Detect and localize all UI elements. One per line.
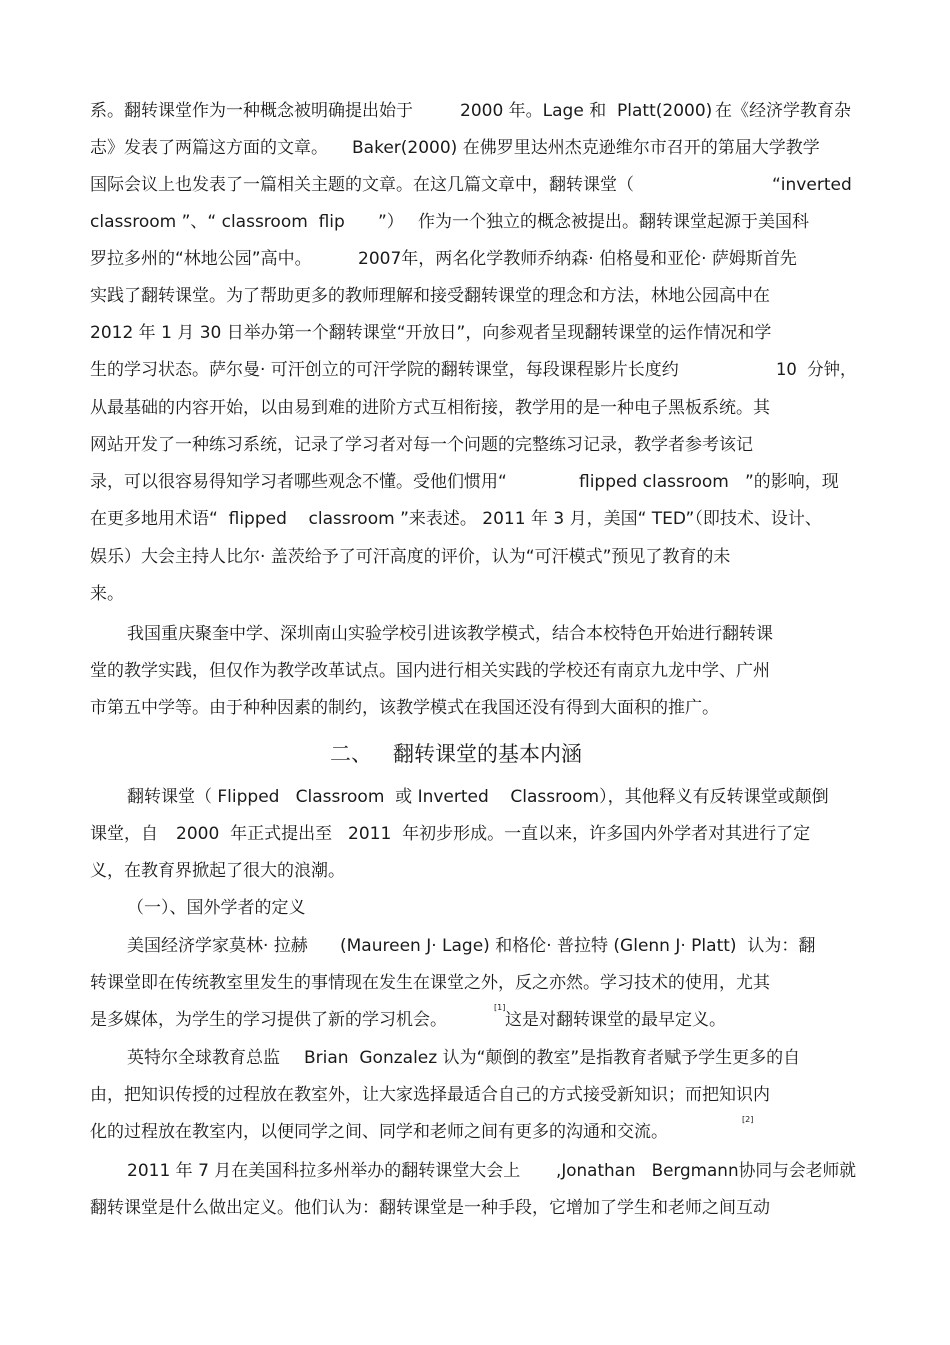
text-line: 美国经济学家莫林· 拉赫 (Maureen J· Lage) 和格伦· 普拉特 (Glenn J· Platt) 认为：翻: [127, 936, 816, 956]
text-line: 从最基础的内容开始，以由易到难的进阶方式互相衔接，教学用的是一种电子黑板系统。其: [90, 398, 770, 418]
text-line: 是多媒体，为学生的学习提供了新的学习机会。 [1] 这是对翻转课堂的最早定义。: [90, 1003, 726, 1030]
text-line: 志》发表了两篇这方面的文章。 Baker(2000) 在佛罗里达州杰克逊维尔市召开的第届大学教学: [90, 138, 820, 158]
text-line: 我国重庆聚奎中学、深圳南山实验学校引进该教学模式，结合本校特色开始进行翻转课: [127, 624, 773, 644]
section-title: 翻转课堂的基本内涵: [393, 742, 582, 766]
text-line: 2012 年 1 月 30 日举办第一个翻转课堂“开放日”，向参观者呈现翻转课堂的运作情况和学: [90, 323, 772, 343]
text-line: 堂的教学实践，但仅作为教学改革试点。国内进行相关实践的学校还有南京九龙中学、广州: [90, 661, 770, 681]
text-line: 来。: [90, 584, 124, 604]
section-number: 二、: [330, 742, 372, 766]
text-line: 罗拉多州的“林地公园”高中。 2007年，两名化学教师乔纳森· 伯格曼和亚伦· 萨姆斯首先: [90, 249, 797, 269]
text-line: 英特尔全球教育总监 Brian Gonzalez 认为“颠倒的教室”是指教育者赋予学生更多的自: [127, 1048, 801, 1068]
text-line: 系。翻转课堂作为一种概念被明确提出始于 2000 年。Lage 和 Platt(2000) 在《经济学教育杂: [90, 101, 851, 121]
text-line: 义，在教育界掀起了很大的浪潮。: [90, 861, 345, 881]
text-line: 实践了翻转课堂。为了帮助更多的教师理解和接受翻转课堂的理念和方法，林地公园高中在: [90, 286, 770, 306]
text-line: 翻转课堂（ Flipped Classroom 或 Inverted Classroom），其他释义有反转课堂或颠倒: [127, 787, 829, 807]
text-line: 市第五中学等。由于种种因素的制约，该教学模式在我国还没有得到大面积的推广。: [90, 698, 719, 718]
section-heading: [0, 737, 950, 771]
citation-ref-2: [2]: [742, 1115, 754, 1124]
text-line: 由，把知识传授的过程放在教室外，让大家选择最适合自己的方式接受新知识；而把知识内: [90, 1085, 770, 1105]
text-line: classroom ”、“ classroom flip ”） 作为一个独立的概念被提出。翻转课堂起源于美国科: [90, 212, 809, 232]
text-line: 2011 年 7 月在美国科拉多州举办的翻转课堂大会上 ,Jonathan Bergmann协同与会老师就: [127, 1161, 857, 1181]
citation-ref-1: [1]: [494, 1003, 506, 1012]
text-line: 生的学习状态。萨尔曼· 可汗创立的可汗学院的翻转课堂，每段课程影片长度约 10 分钟，: [90, 360, 857, 380]
text-line: 课堂，自 2000 年正式提出至 2011 年初步形成。一直以来，许多国内外学者对其进行了定: [90, 824, 811, 844]
subheading: （一）、国外学者的定义: [127, 898, 306, 918]
text-line: 录，可以很容易得知学习者哪些观念不懂。受他们惯用“ flipped classroom ”的影响，现: [90, 472, 839, 492]
text-line: 娱乐）大会主持人比尔· 盖茨给予了可汗高度的评价，认为“可汗模式”预见了教育的未: [90, 547, 731, 567]
text-line: 转课堂即在传统教室里发生的事情现在发生在课堂之外，反之亦然。学习技术的使用，尤其: [90, 973, 770, 993]
text-line: 在更多地用术语“ flipped classroom ”来表述。 2011 年 3 月，美国“ TED”（即技术、设计、: [90, 509, 822, 529]
text-line: 化的过程放在教室内，以便同学之间、同学和老师之间有更多的沟通和交流。 [2]: [90, 1115, 754, 1142]
text-line: 网站开发了一种练习系统，记录了学习者对每一个问题的完整练习记录，教学者参考该记: [90, 435, 753, 455]
text-line: 翻转课堂是什么做出定义。他们认为：翻转课堂是一种手段，它增加了学生和老师之间互动: [90, 1198, 770, 1218]
text-line: 国际会议上也发表了一篇相关主题的文章。在这几篇文章中，翻转课堂（ “inverted: [90, 175, 852, 195]
